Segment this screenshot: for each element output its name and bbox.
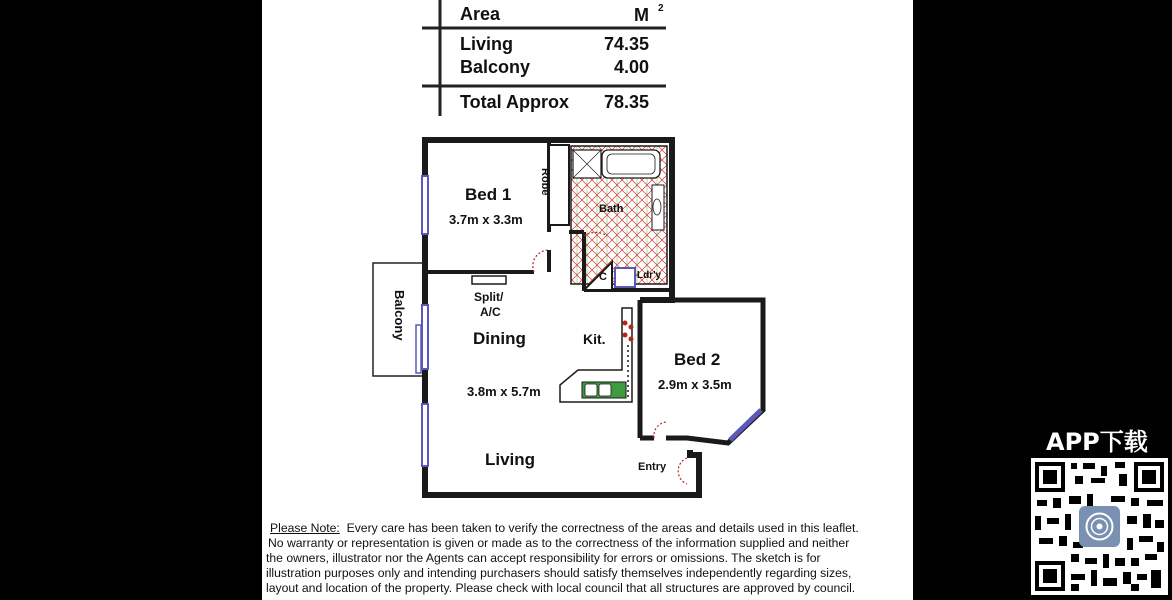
area-row-living-label: Living [460, 34, 513, 54]
area-header-unit: M [634, 5, 649, 25]
kitchen-label: Kit. [583, 331, 606, 347]
disclaimer-line-5: layout and location of the property. Please check with local council that all structures are approved by council. [266, 581, 856, 595]
split-ac-label-2: A/C [480, 305, 501, 319]
app-download-qr-code[interactable] [1031, 458, 1168, 595]
bed2-door-arc [654, 422, 666, 438]
bed1-door-arc [533, 250, 549, 272]
split-ac-unit [472, 276, 506, 284]
area-row-balcony-label: Balcony [460, 57, 531, 77]
split-ac-label-1: Split/ [474, 290, 504, 304]
bed1-dims: 3.7m x 3.3m [449, 212, 523, 227]
floor-plan-drawing [262, 0, 913, 600]
bed2-wall [640, 300, 763, 443]
cooktop-burner [623, 321, 628, 326]
bed2-window [730, 410, 761, 440]
area-total-label: Total Approx [460, 92, 569, 112]
bed1-window [422, 176, 428, 234]
laundry-tub [615, 268, 635, 287]
balcony-label: Balcony [392, 290, 407, 341]
living-dims: 3.8m x 5.7m [467, 384, 541, 399]
bed2-dims: 2.9m x 3.5m [658, 377, 732, 392]
disclaimer-heading: Please Note: [270, 521, 340, 535]
dining-sliding-door [422, 305, 428, 369]
floor-plan-sheet [262, 0, 913, 600]
living-window [422, 404, 428, 466]
laundry-label: Ldr'y [637, 270, 662, 281]
qr-code-icon [1031, 458, 1168, 595]
bed1-name: Bed 1 [465, 185, 512, 204]
bath-label: Bath [599, 203, 624, 215]
area-total-value: 78.35 [603, 92, 649, 112]
dining-label: Dining [473, 329, 526, 348]
disclaimer-line-4: illustration purposes only and intending purchasers should satisfy themselves independently regarding sizes, [266, 566, 852, 580]
entry-door-arc [678, 458, 687, 484]
robe-label: Robe [539, 168, 551, 196]
app-download-title[interactable]: APP下载 [1046, 428, 1148, 456]
area-header-unit-sup: 2 [658, 3, 664, 14]
living-label: Living [485, 450, 536, 469]
disclaimer-line-1: Every care has been taken to verify the correctness of the areas and details used in this leaflet. [346, 521, 859, 535]
disclaimer-line-3: the owners, illustrator nor the Agents can accept responsibility for errors or omissions. The sketch is for [266, 551, 821, 565]
entry-label: Entry [638, 461, 667, 473]
disclaimer [266, 521, 912, 596]
bed2-name: Bed 2 [674, 350, 721, 369]
area-row-balcony-value: 4.00 [613, 57, 649, 77]
area-header-label: Area [460, 4, 501, 24]
area-row-living-value: 74.35 [603, 34, 649, 54]
robe-outline [549, 145, 569, 225]
disclaimer-line-2: No warranty or representation is given or made as to the correctness of the information supplied and neither [268, 536, 850, 550]
cupboard-label: C [599, 271, 607, 283]
